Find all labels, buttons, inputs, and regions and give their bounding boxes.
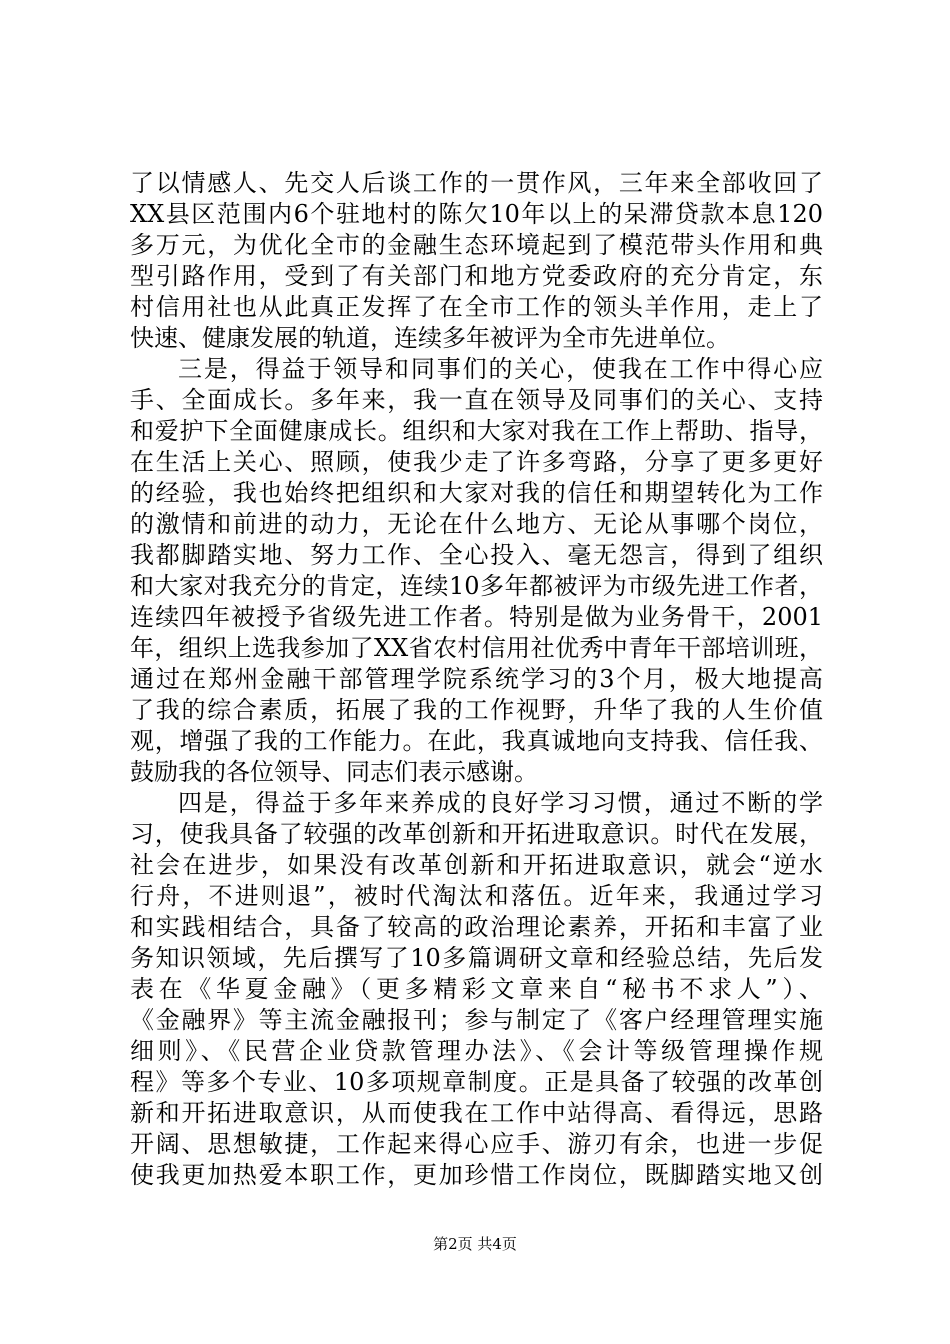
text-line: 在生活上关心、照顾，使我少走了许多弯路，分享了更多更好 <box>130 448 823 476</box>
text-line: 开阔、思想敏捷，工作起来得心应手、游刃有余，也进一步促 <box>130 1130 823 1158</box>
text-line: 观，增强了我的工作能力。在此，我真诚地向支持我、信任我、 <box>130 727 823 755</box>
text-line: 和实践相结合，具备了较高的政治理论素养，开拓和丰富了业 <box>130 913 823 941</box>
text-line: 村信用社也从此真正发挥了在全市工作的领头羊作用，走上了 <box>130 293 823 321</box>
paragraph <box>130 788 823 1191</box>
text-line: 程》等多个专业、10多项规章制度。正是具备了较强的改革创 <box>130 1068 823 1096</box>
document-body <box>130 168 823 1191</box>
text-line: 行舟，不进则退”，被时代淘汰和落伍。近年来，我通过学习 <box>130 882 823 910</box>
text-line: 习，使我具备了较强的改革创新和开拓进取意识。时代在发展， <box>130 820 823 848</box>
text-line: 我都脚踏实地、努力工作、全心投入、毫无怨言，得到了组织 <box>130 541 823 569</box>
text-line: 鼓励我的各位领导、同志们表示感谢。 <box>130 758 538 786</box>
text-line: 年，组织上选我参加了XX省农村信用社优秀中青年干部培训班， <box>130 634 823 662</box>
paragraph <box>130 354 823 788</box>
text-line: 社会在进步，如果没有改革创新和开拓进取意识，就会“逆水 <box>130 851 823 879</box>
text-line: 使我更加热爱本职工作，更加珍惜工作岗位，既脚踏实地又创 <box>130 1161 823 1189</box>
text-line: 连续四年被授予省级先进工作者。特别是做为业务骨干，2001 <box>130 603 823 631</box>
text-line: 手、全面成长。多年来，我一直在领导及同事们的关心、支持 <box>130 386 823 414</box>
text-line: 通过在郑州金融干部管理学院系统学习的3个月，极大地提高 <box>130 665 823 693</box>
text-line: 四是，得益于多年来养成的良好学习习惯，通过不断的学 <box>178 789 823 817</box>
text-line: 和爱护下全面健康成长。组织和大家对我在工作上帮助、指导， <box>130 417 823 445</box>
text-line: 的激情和前进的动力，无论在什么地方、无论从事哪个岗位， <box>130 510 823 538</box>
text-line: 快速、健康发展的轨道，连续多年被评为全市先进单位。 <box>130 324 730 352</box>
text-line: 了以情感人、先交人后谈工作的一贯作风，三年来全部收回了 <box>130 169 823 197</box>
text-line: 《金融界》等主流金融报刊；参与制定了《客户经理管理实施 <box>130 1006 823 1034</box>
text-line: 新和开拓进取意识，从而使我在工作中站得高、看得远，思路 <box>130 1099 823 1127</box>
paragraph <box>130 168 823 354</box>
page-footer: 第2页 共4页 <box>433 1235 517 1253</box>
text-line: 表在《华夏金融》（更多精彩文章来自“秘书不求人”）、 <box>130 975 823 1003</box>
text-line: 了我的综合素质，拓展了我的工作视野，升华了我的人生价值 <box>130 696 823 724</box>
text-line: 务知识领域，先后撰写了10多篇调研文章和经验总结，先后发 <box>130 944 823 972</box>
text-line: 细则》、《民营企业贷款管理办法》、《会计等级管理操作规 <box>130 1037 823 1065</box>
text-line: 型引路作用，受到了有关部门和地方党委政府的充分肯定，东 <box>130 262 823 290</box>
text-line: 和大家对我充分的肯定，连续10多年都被评为市级先进工作者， <box>130 572 823 600</box>
text-line: 三是，得益于领导和同事们的关心，使我在工作中得心应 <box>178 355 823 383</box>
text-line: 的经验，我也始终把组织和大家对我的信任和期望转化为工作 <box>130 479 823 507</box>
text-line: XX县区范围内6个驻地村的陈欠10年以上的呆滞贷款本息120 <box>130 200 823 228</box>
text-line: 多万元，为优化全市的金融生态环境起到了模范带头作用和典 <box>130 231 823 259</box>
